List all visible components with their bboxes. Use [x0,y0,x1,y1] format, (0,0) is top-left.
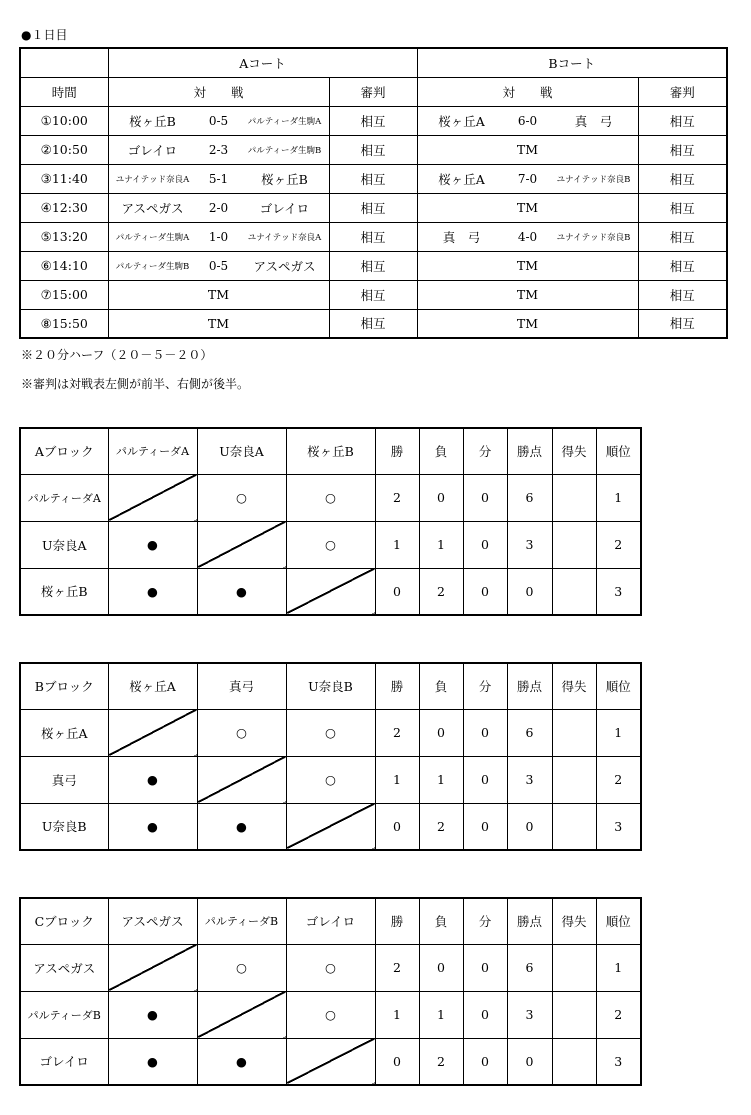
block-name: Cブロック [20,898,108,944]
court-a-header: Aコート [108,48,417,77]
match-a-cell [108,309,329,338]
note-half-format: ※２０分ハーフ（２０－５－２０） [21,348,213,362]
schedule-row [20,135,727,164]
loss-mark: ● [197,1038,286,1085]
stat-header: 分 [463,898,507,944]
opponent-header: パルティーダA [108,428,197,474]
schedule-row [20,222,727,251]
team-row [20,944,641,991]
ref-a-cell: 相互 [329,280,417,309]
win-mark: ○ [197,709,286,756]
away-team: 真 弓 [574,113,613,129]
away-team: パルティーダ生駒A [247,116,322,127]
stat-header: 分 [463,663,507,709]
match-a-cell [108,106,329,135]
home-team: パルティーダ生駒A [115,232,190,243]
opponent-header: 桜ヶ丘A [108,663,197,709]
stat-d: 0 [463,756,507,803]
schedule-row [20,164,727,193]
block-name: Aブロック [20,428,108,474]
stat-l: 2 [419,1038,463,1085]
score: 1-0 [208,229,229,244]
away-team: パルティーダ生駒B [247,145,322,156]
schedule-table [19,47,728,339]
stat-w: 1 [375,756,419,803]
stat-w: 2 [375,474,419,521]
stat-header: 勝点 [507,663,552,709]
win-mark: ○ [286,944,375,991]
score: 2-3 [208,142,229,157]
team-name: 桜ヶ丘A [20,709,108,756]
opponent-header: U奈良A [197,428,286,474]
stat-header: 得失 [552,428,596,474]
block-name: Bブロック [20,663,108,709]
match-pair [109,141,329,159]
score: 5-1 [208,171,229,186]
ref-a-cell: 相互 [329,251,417,280]
team-row [20,474,641,521]
match-pair [109,230,329,244]
ref-b-cell: 相互 [638,309,727,338]
stat-d: 0 [463,1038,507,1085]
stat-header: 分 [463,428,507,474]
match-b-header: 対 戦 [417,77,638,106]
score: 0-5 [208,258,229,273]
stat-header: 勝点 [507,898,552,944]
match-pair [109,170,329,188]
diagonal-cell [197,521,286,568]
away-team: ユナイテッド奈良B [556,174,631,185]
team-name: 桜ヶ丘B [20,568,108,615]
opponent-header: ゴレイロ [286,898,375,944]
team-row [20,521,641,568]
stat-pts: 3 [507,756,552,803]
match-pair [418,112,638,130]
team-row [20,1038,641,1085]
home-team: 桜ヶ丘B [129,113,176,129]
ref-b-cell: 相互 [638,106,727,135]
stat-header: 勝 [375,663,419,709]
loss-mark: ● [108,991,197,1038]
match-b-cell [417,251,638,280]
stat-rank: 1 [596,709,641,756]
time-header: 時間 [20,77,108,106]
stat-w: 1 [375,521,419,568]
ref-b-cell: 相互 [638,222,727,251]
stat-gd [552,521,596,568]
home-team: アスペガス [121,200,184,216]
block-a-table [19,427,642,616]
ref-b-cell: 相互 [638,280,727,309]
stat-l: 0 [419,944,463,991]
stat-rank: 3 [596,1038,641,1085]
time-cell: ⑤13:20 [20,222,108,251]
score: 4-0 [517,229,538,244]
stat-w: 2 [375,709,419,756]
diagonal-cell [108,944,197,991]
stat-gd [552,709,596,756]
stat-rank: 2 [596,991,641,1038]
stat-header: 勝 [375,898,419,944]
match-b-cell [417,164,638,193]
ref-b-cell: 相互 [638,193,727,222]
stat-header: 負 [419,428,463,474]
stat-d: 0 [463,474,507,521]
team-name: パルティーダB [20,991,108,1038]
tm-label: TM [207,287,230,302]
schedule-row [20,309,727,338]
stat-pts: 6 [507,944,552,991]
time-cell: ②10:50 [20,135,108,164]
match-a-cell [108,251,329,280]
match-a-cell [108,222,329,251]
away-team: ユナイテッド奈良A [247,232,322,243]
match-pair [109,199,329,217]
match-a-cell [108,193,329,222]
loss-mark: ● [108,1038,197,1085]
schedule-row [20,193,727,222]
stat-gd [552,991,596,1038]
ref-a-cell: 相互 [329,135,417,164]
team-name: U奈良B [20,803,108,850]
stat-pts: 3 [507,521,552,568]
stat-pts: 3 [507,991,552,1038]
win-mark: ○ [286,521,375,568]
match-b-cell [417,135,638,164]
home-team: 桜ヶ丘A [438,113,485,129]
match-a-cell [108,280,329,309]
home-team: ユナイテッド奈良A [115,174,190,185]
tm-label: TM [516,315,539,331]
match-pair [418,170,638,188]
stat-d: 0 [463,991,507,1038]
tm-label: TM [516,142,539,157]
team-row [20,756,641,803]
stat-gd [552,474,596,521]
block-header-row [20,898,641,944]
loss-mark: ● [108,568,197,615]
home-team: 桜ヶ丘A [438,171,485,187]
home-team: ゴレイロ [127,142,178,158]
block-header-row [20,663,641,709]
stat-l: 2 [419,568,463,615]
match-b-cell [417,222,638,251]
tm-label: TM [516,258,539,273]
diagonal-cell [286,803,375,850]
match-b-cell [417,309,638,338]
stat-d: 0 [463,568,507,615]
stat-header: 負 [419,898,463,944]
stat-w: 0 [375,1038,419,1085]
away-team: アスペガス [253,258,316,274]
match-a-cell [108,135,329,164]
win-mark: ○ [286,756,375,803]
loss-mark: ● [197,568,286,615]
score: 6-0 [517,113,538,128]
match-pair [109,112,329,130]
stat-l: 2 [419,803,463,850]
stat-rank: 3 [596,568,641,615]
stat-gd [552,803,596,850]
stat-header: 得失 [552,663,596,709]
ref-a-cell: 相互 [329,164,417,193]
opponent-header: アスペガス [108,898,197,944]
stat-pts: 0 [507,568,552,615]
match-pair [109,257,329,275]
stat-rank: 2 [596,521,641,568]
ref-b-header: 審判 [638,77,727,106]
time-cell: ④12:30 [20,193,108,222]
win-mark: ○ [197,474,286,521]
opponent-header: 桜ヶ丘B [286,428,375,474]
win-mark: ○ [286,474,375,521]
tm-label: TM [207,315,230,331]
time-cell: ③11:40 [20,164,108,193]
ref-b-cell: 相互 [638,251,727,280]
stat-header: 勝点 [507,428,552,474]
stat-d: 0 [463,709,507,756]
stat-header: 負 [419,663,463,709]
stat-w: 0 [375,803,419,850]
match-pair [418,228,638,246]
stat-gd [552,1038,596,1085]
time-cell: ①10:00 [20,106,108,135]
diagonal-cell [108,709,197,756]
stat-w: 0 [375,568,419,615]
team-name: 真弓 [20,756,108,803]
stat-l: 1 [419,521,463,568]
away-team: ゴレイロ [259,200,310,216]
team-row [20,803,641,850]
stat-gd [552,568,596,615]
block-c-table [19,897,642,1086]
team-row [20,709,641,756]
score: 2-0 [208,200,229,215]
home-team: パルティーダ生駒B [115,261,190,272]
ref-a-cell: 相互 [329,222,417,251]
court-b-header: Bコート [417,48,727,77]
stat-header: 順位 [596,898,641,944]
time-cell: ⑧15:50 [20,309,108,338]
loss-mark: ● [108,756,197,803]
opponent-header: パルティーダB [197,898,286,944]
stat-rank: 1 [596,944,641,991]
score: 0-5 [208,113,229,128]
home-team: 真 弓 [442,229,481,245]
diagonal-cell [197,756,286,803]
win-mark: ○ [286,991,375,1038]
team-row [20,991,641,1038]
ref-a-cell: 相互 [329,106,417,135]
match-b-cell [417,280,638,309]
diagonal-cell [197,991,286,1038]
tm-label: TM [516,287,539,302]
stat-header: 順位 [596,663,641,709]
stat-rank: 1 [596,474,641,521]
stat-w: 1 [375,991,419,1038]
stat-pts: 0 [507,803,552,850]
loss-mark: ● [108,521,197,568]
diagonal-cell [286,1038,375,1085]
ref-b-cell: 相互 [638,135,727,164]
stat-pts: 0 [507,1038,552,1085]
stat-rank: 3 [596,803,641,850]
away-team: 桜ヶ丘B [261,171,308,187]
block-b-table [19,662,642,851]
stat-w: 2 [375,944,419,991]
loss-mark: ● [108,803,197,850]
match-b-cell [417,193,638,222]
schedule-row [20,106,727,135]
time-cell: ⑥14:10 [20,251,108,280]
team-name: アスペガス [20,944,108,991]
opponent-header: 真弓 [197,663,286,709]
score: 7-0 [517,171,538,186]
stat-header: 得失 [552,898,596,944]
ref-b-cell: 相互 [638,164,727,193]
stat-l: 1 [419,756,463,803]
opponent-header: U奈良B [286,663,375,709]
ref-a-header: 審判 [329,77,417,106]
stat-d: 0 [463,944,507,991]
stat-pts: 6 [507,474,552,521]
team-row [20,568,641,615]
stat-header: 勝 [375,428,419,474]
stat-d: 0 [463,521,507,568]
corner-cell [20,48,108,77]
block-header-row [20,428,641,474]
team-name: パルティーダA [20,474,108,521]
win-mark: ○ [286,709,375,756]
stat-pts: 6 [507,709,552,756]
note-referee: ※審判は対戦表左側が前半、右側が後半。 [21,377,250,391]
match-b-cell [417,106,638,135]
stat-header: 順位 [596,428,641,474]
stat-rank: 2 [596,756,641,803]
tm-label: TM [516,200,539,215]
time-cell: ⑦15:00 [20,280,108,309]
ref-a-cell: 相互 [329,309,417,338]
team-name: ゴレイロ [20,1038,108,1085]
stat-l: 1 [419,991,463,1038]
ref-a-cell: 相互 [329,193,417,222]
schedule-row [20,280,727,309]
stat-d: 0 [463,803,507,850]
stat-l: 0 [419,474,463,521]
match-a-cell [108,164,329,193]
day-heading: ●１日目 [21,28,68,42]
stat-gd [552,756,596,803]
match-a-header: 対 戦 [108,77,329,106]
stat-gd [552,944,596,991]
away-team: ユナイテッド奈良B [556,232,631,243]
diagonal-cell [108,474,197,521]
team-name: U奈良A [20,521,108,568]
diagonal-cell [286,568,375,615]
win-mark: ○ [197,944,286,991]
schedule-row [20,251,727,280]
stat-l: 0 [419,709,463,756]
loss-mark: ● [197,803,286,850]
